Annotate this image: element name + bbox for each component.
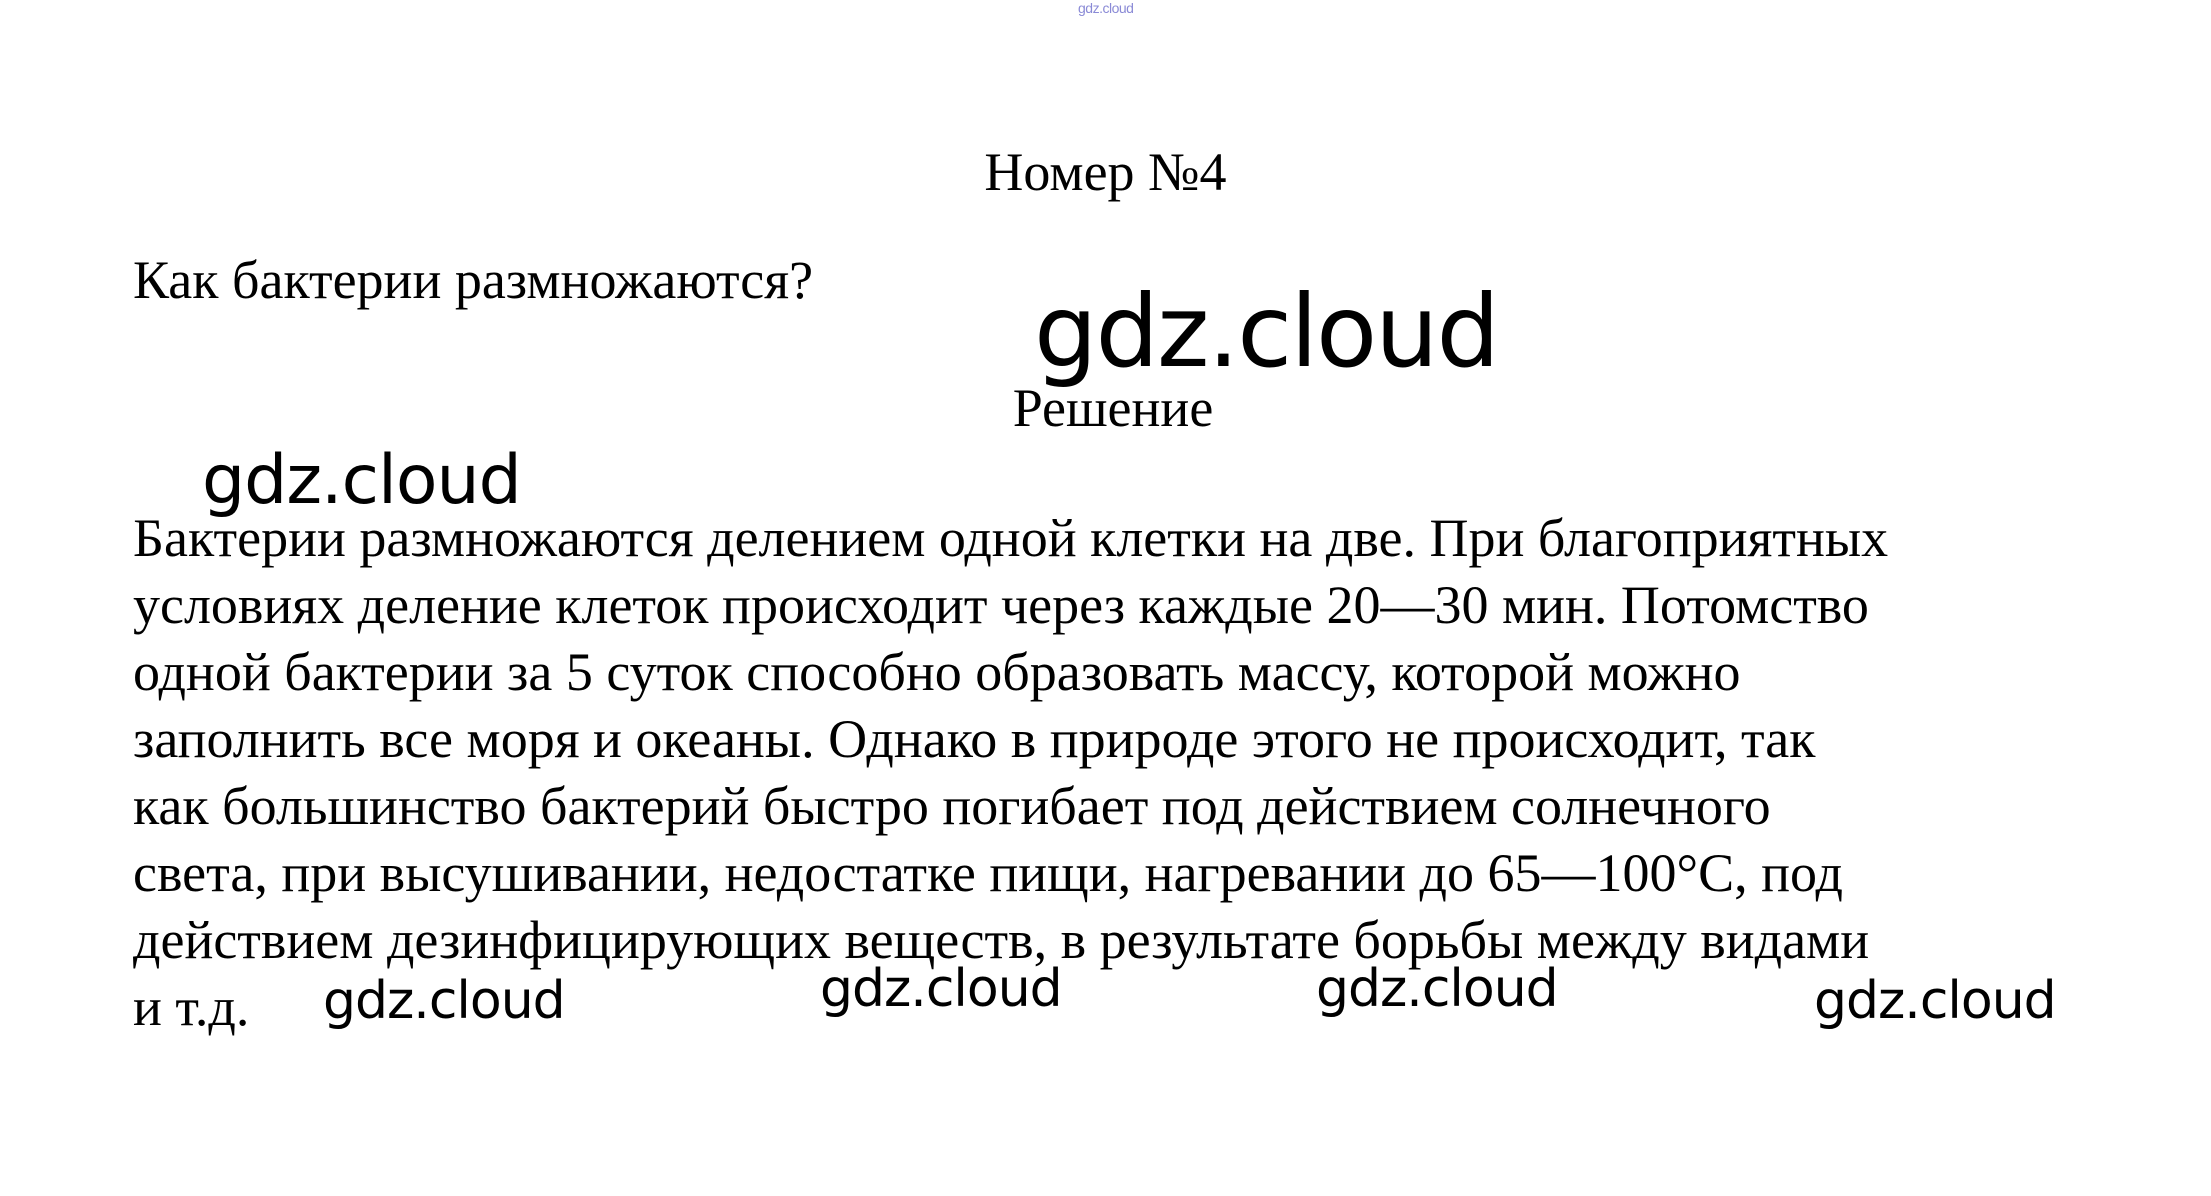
solution-heading: Решение: [1012, 378, 1214, 438]
answer-line: заполнить все моря и океаны. Однако в природе этого не происходит, так: [133, 709, 1816, 769]
answer-line: Бактерии размножаются делением одной клетки на две. При благоприятных: [133, 508, 1889, 568]
answer-paragraph: [133, 505, 2193, 1041]
watermark-small: gdz.cloud: [1316, 959, 1558, 1019]
answer-line: и т.д.: [133, 977, 250, 1037]
answer-line: как большинство бактерий быстро погибает под действием солнечного: [133, 776, 1771, 836]
answer-line: условиях деление клеток происходит через каждые 20—30 мин. Потомство: [133, 575, 1869, 635]
watermark-large: gdz.cloud: [1034, 273, 1499, 390]
page-title: Номер №4: [984, 142, 1227, 202]
answer-line: света, при высушивании, недостатке пищи, нагревании до 65—100°С, под: [133, 843, 1843, 903]
watermark-small: gdz.cloud: [1814, 971, 2056, 1031]
top-watermark: gdz.cloud: [1078, 0, 1134, 16]
answer-line: действием дезинфицирующих веществ, в результате борьбы между видами: [133, 910, 1870, 970]
watermark-medium: gdz.cloud: [202, 441, 521, 520]
watermark-small: gdz.cloud: [820, 959, 1062, 1019]
question-text: Как бактерии размножаются?: [133, 250, 814, 310]
watermark-small: gdz.cloud: [323, 971, 565, 1031]
answer-line: одной бактерии за 5 суток способно образовать массу, которой можно: [133, 642, 1741, 702]
